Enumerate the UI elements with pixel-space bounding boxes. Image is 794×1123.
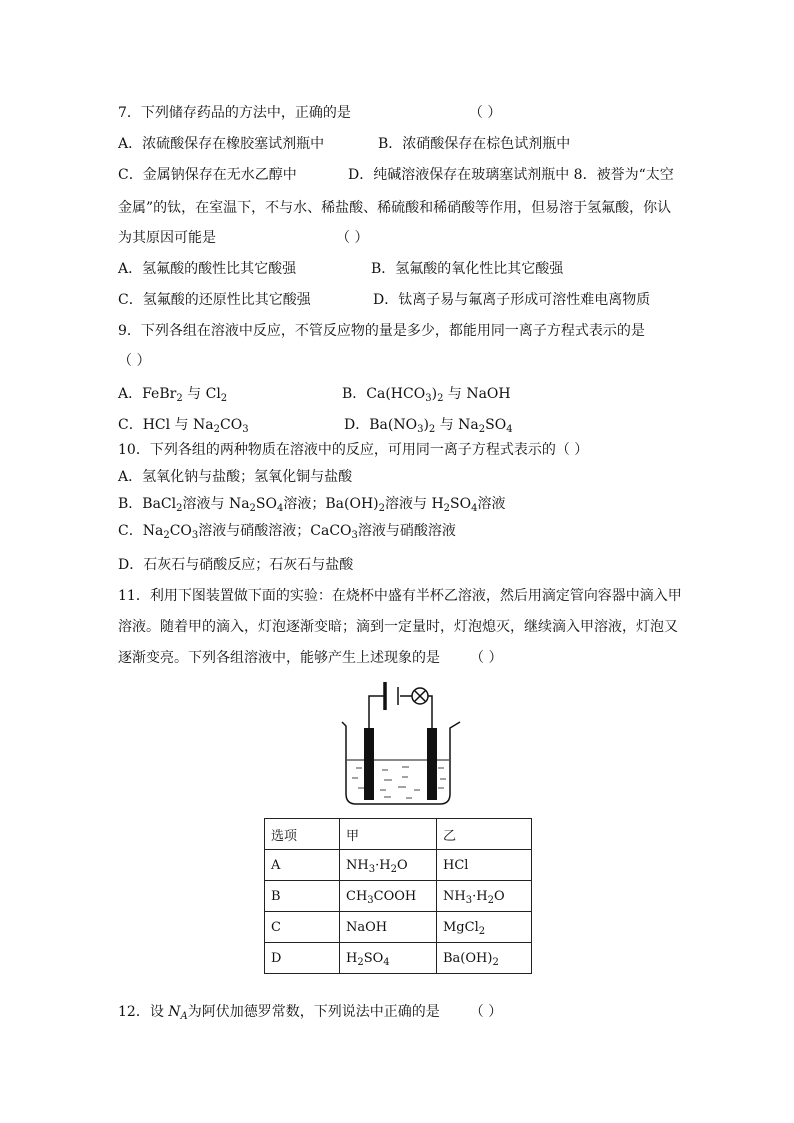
row-jia-text: SO xyxy=(363,950,384,966)
q11-stem-text: 逐渐变亮。下列各组溶液中，能够产生上述现象的是 xyxy=(118,650,440,666)
row-yi xyxy=(437,943,532,974)
row-yi-sub: 2 xyxy=(487,894,494,906)
q7-answer-paren: （ ） xyxy=(468,105,502,121)
row-yi-text: HCl xyxy=(443,857,469,873)
table-row xyxy=(265,912,532,943)
row-option: A xyxy=(265,850,340,881)
row-jia-sub: 4 xyxy=(383,956,390,968)
q10-b-text-6: SO xyxy=(450,496,472,512)
row-jia-text: NaOH xyxy=(346,919,388,935)
q12-var: N xyxy=(168,1004,181,1020)
header-jia: 甲 xyxy=(340,819,437,850)
q7-option-b: B．浓硝酸保存在棕色试剂瓶中 xyxy=(378,136,571,152)
q12-stem xyxy=(118,1003,502,1021)
q7-stem xyxy=(118,104,501,122)
q12-text-2: 为阿伏加德罗常数，下列说法中正确的是 xyxy=(187,1004,440,1020)
header-option: 选项 xyxy=(265,819,340,850)
q9-c-text-2: CO xyxy=(219,417,243,433)
q10-option-c xyxy=(118,522,456,540)
q10-c-sub-3: 3 xyxy=(351,530,358,541)
row-jia-sub: 2 xyxy=(390,863,397,875)
row-yi-text: O xyxy=(493,888,505,904)
q9-c-sub-2: 3 xyxy=(242,424,249,435)
q7-stem-text: 7．下列储存药品的方法中，正确的是 xyxy=(118,105,351,121)
q8-stem-line3 xyxy=(118,229,368,247)
q9-b-sub-1: 3 xyxy=(425,393,432,404)
table-header-row xyxy=(265,819,532,850)
q12-answer-paren: （ ） xyxy=(469,1004,503,1020)
q9-d-text-1: D．Ba(NO xyxy=(344,417,418,433)
q10-c-text-2: CO xyxy=(169,523,192,539)
q9-option-c xyxy=(118,416,249,434)
q12-var-sub: A xyxy=(180,1011,188,1022)
electrode-icon xyxy=(427,728,437,800)
q10-c-text-4: 溶液与硝酸溶液 xyxy=(357,523,456,539)
q10-b-sub-3: 4 xyxy=(277,503,284,514)
row-yi xyxy=(437,881,532,912)
row-jia xyxy=(340,850,437,881)
q9-stem: 9．下列各组在溶液中反应，不管反应物的量是多少，都能用同一离子方程式表示的是 xyxy=(118,323,645,339)
q8-option-a: A．氢氟酸的酸性比其它酸强 xyxy=(118,261,297,277)
row-option: B xyxy=(265,881,340,912)
header-yi: 乙 xyxy=(437,819,532,850)
q10-b-text-7: 溶液 xyxy=(477,496,506,512)
q10-b-sub-5: 2 xyxy=(443,503,451,514)
q10-b-text-2: 溶液与 Na xyxy=(182,496,250,512)
q9-a-text-2: 与 Cl xyxy=(182,386,221,402)
q9-c-sub-1: 2 xyxy=(213,424,220,435)
q10-c-text-1: C．Na xyxy=(118,523,164,539)
apparatus-diagram xyxy=(336,676,470,806)
q9-option-d xyxy=(344,416,513,434)
q9-b-sub-2: 2 xyxy=(437,393,444,404)
q10-c-sub-1: 2 xyxy=(163,530,170,541)
q12-text-1: 12．设 xyxy=(118,1004,169,1020)
q8-option-c: C．氢氟酸的还原性比其它酸强 xyxy=(118,292,311,308)
q10-b-text-1: B．BaCl xyxy=(118,496,177,512)
q9-d-sub-3: 2 xyxy=(478,424,486,435)
q10-option-b xyxy=(118,495,506,513)
q9-d-sub-4: 4 xyxy=(506,424,513,435)
row-jia-text: COOH xyxy=(373,888,417,904)
q10-c-text-3: 溶液与硝酸溶液；CaCO xyxy=(198,523,352,539)
row-jia-sub: 3 xyxy=(367,894,374,906)
row-jia-text: ·H xyxy=(375,857,391,873)
q11-stem-line3 xyxy=(118,649,502,667)
row-yi-sub: 2 xyxy=(492,956,499,968)
bulb-icon xyxy=(412,688,428,704)
row-jia-text: H xyxy=(346,950,358,966)
row-yi-sub: 3 xyxy=(465,894,473,906)
row-option: D xyxy=(265,943,340,974)
options-table xyxy=(264,818,532,974)
q9-option-b xyxy=(342,385,511,403)
row-yi-sub: 2 xyxy=(478,925,486,937)
row-yi-text: ·H xyxy=(472,888,488,904)
q11-stem-line1: 11．利用下图装置做下面的实验：在烧杯中盛有半杯乙溶液，然后用滴定管向容器中滴入甲 xyxy=(118,588,682,604)
electrode-icon xyxy=(364,728,374,800)
q11-answer-paren: （ ） xyxy=(470,650,503,666)
q7-option-c: C．金属钠保存在无水乙醇中 xyxy=(118,167,297,183)
q8-option-b: B．氢氟酸的氧化性比其它酸强 xyxy=(371,261,564,277)
row-yi-text: MgCl xyxy=(443,919,479,935)
q9-d-text-3: 与 Na xyxy=(435,417,479,433)
q8-option-d: D．钛离子易与氟离子形成可溶性难电离物质 xyxy=(373,292,651,308)
table-row xyxy=(265,881,532,912)
table-row xyxy=(265,943,532,974)
q10-b-sub-6: 4 xyxy=(471,503,478,514)
q9-a-text-1: A．FeBr xyxy=(118,386,177,402)
q10-b-text-4: 溶液；Ba(OH) xyxy=(283,496,379,512)
row-yi xyxy=(437,912,532,943)
q7-option-a: A．浓硫酸保存在橡胶塞试剂瓶中 xyxy=(118,136,325,152)
row-jia-sub: 3 xyxy=(368,863,376,875)
q9-d-text-4: SO xyxy=(485,417,507,433)
q9-b-text-1: B．Ca(HCO xyxy=(342,386,426,402)
q9-d-sub-1: 3 xyxy=(417,424,424,435)
q8-answer-paren: （ ） xyxy=(336,230,369,246)
row-jia-text: NH xyxy=(346,857,369,873)
row-jia-text: CH xyxy=(346,888,368,904)
row-yi-text: Ba(OH) xyxy=(443,950,493,966)
battery-icon xyxy=(385,682,398,710)
q9-a-sub-1: 2 xyxy=(176,393,183,404)
table-row xyxy=(265,850,532,881)
row-jia xyxy=(340,881,437,912)
row-jia xyxy=(340,943,437,974)
q10-c-sub-2: 3 xyxy=(191,530,199,541)
q8-stem-line2: 金属”的钛，在室温下，不与水、稀盐酸、稀硫酸和稀硝酸等作用，但易溶于氢氟酸，你认 xyxy=(118,200,672,216)
q10-b-sub-2: 2 xyxy=(249,503,256,514)
q10-b-sub-1: 2 xyxy=(176,503,183,514)
q8-stem-text: 为其原因可能是 xyxy=(118,230,216,246)
q7-option-d: D．纯碱溶液保存在玻璃塞试剂瓶中 8．被誉为“太空 xyxy=(348,167,674,183)
row-jia xyxy=(340,912,437,943)
q11-stem-line2: 溶液。随着甲的滴入，灯泡逐渐变暗；滴到一定量时，灯泡熄灭，继续滴入甲溶液，灯泡又 xyxy=(118,619,678,635)
q10-b-text-3: SO xyxy=(255,496,277,512)
row-yi xyxy=(437,850,532,881)
q9-answer-paren: （ ） xyxy=(118,353,151,369)
row-jia-text: O xyxy=(396,857,408,873)
q9-d-text-2: ) xyxy=(423,417,429,433)
q10-b-text-5: 溶液与 H xyxy=(385,496,444,512)
row-yi-text: NH xyxy=(443,888,466,904)
q9-a-sub-2: 2 xyxy=(220,393,228,404)
q10-option-d: D．石灰石与硝酸反应；石灰石与盐酸 xyxy=(118,557,354,573)
q9-option-a xyxy=(118,385,227,403)
q9-b-text-3: 与 NaOH xyxy=(443,386,511,402)
q10-stem: 10．下列各组的两种物质在溶液中的反应，可用同一离子方程式表示的（ ） xyxy=(118,442,589,458)
row-jia-sub: 2 xyxy=(357,956,364,968)
q9-c-text-1: C．HCl 与 Na xyxy=(118,417,214,433)
row-option: C xyxy=(265,912,340,943)
q10-option-a: A．氢氧化钠与盐酸；氢氧化铜与盐酸 xyxy=(118,469,353,485)
beaker-icon xyxy=(342,722,460,804)
q10-b-sub-4: 2 xyxy=(378,503,385,514)
q9-d-sub-2: 2 xyxy=(428,424,436,435)
q9-b-text-2: ) xyxy=(431,386,438,402)
